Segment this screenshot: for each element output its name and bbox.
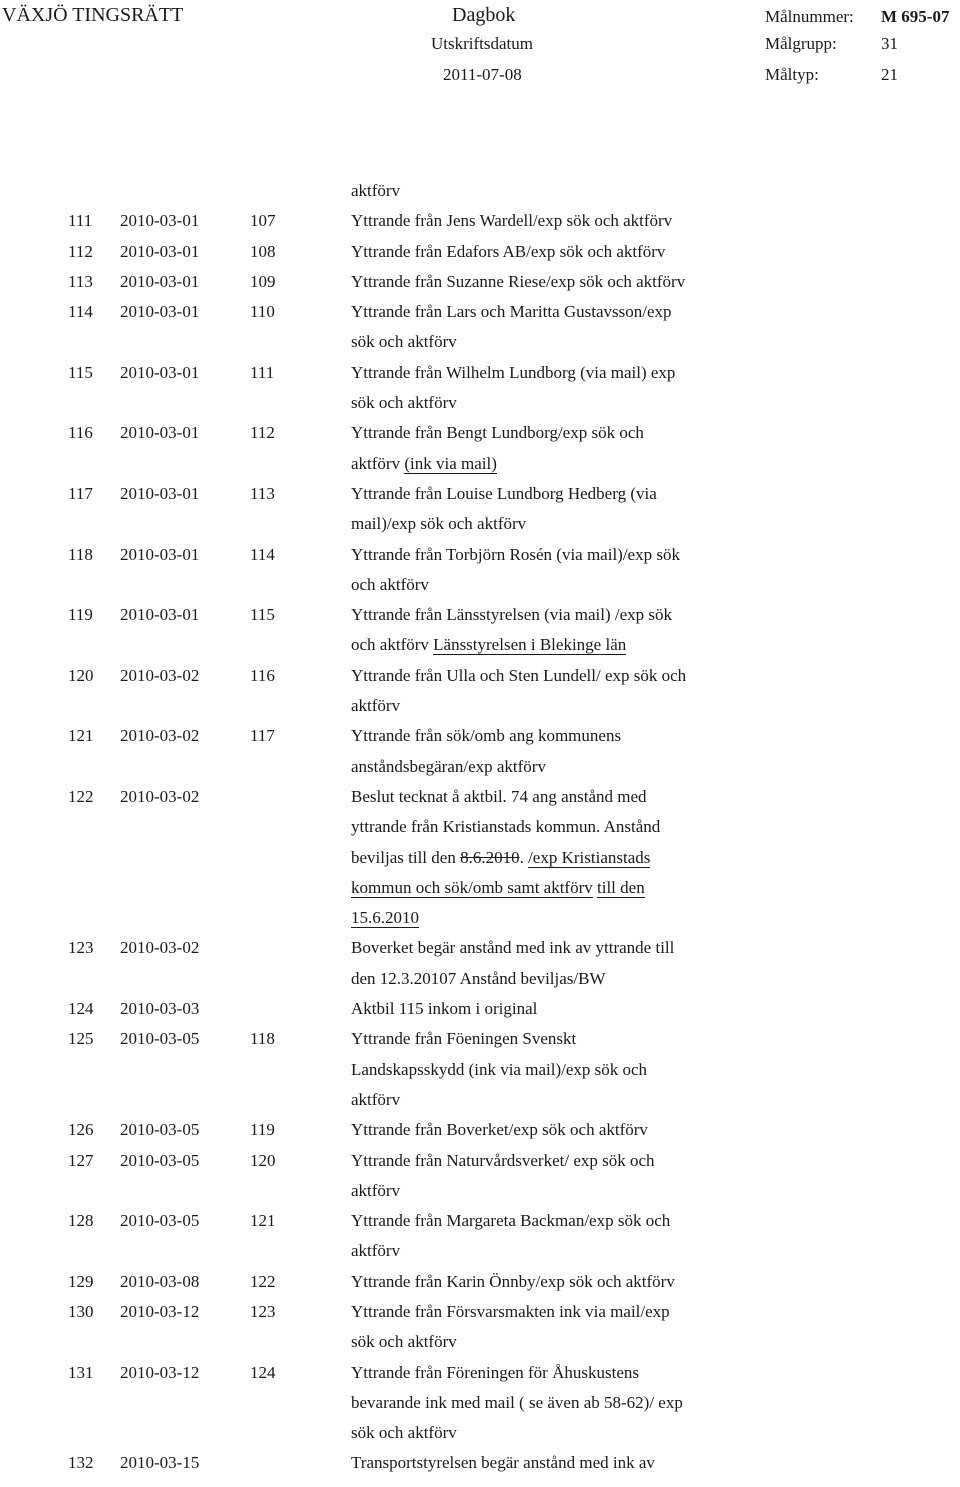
entry-number: 128 xyxy=(68,1211,94,1231)
entry-date: 2010-03-15 xyxy=(120,1453,200,1473)
text-segment: aktförv xyxy=(351,696,401,716)
entry-text-line xyxy=(351,237,731,267)
text-segment: Yttrande från Länsstyrelsen (via mail) /exp sök xyxy=(351,605,673,625)
entry-aktbil: 118 xyxy=(250,1029,275,1049)
text-segment: Beslut tecknat å aktbil. 74 ang anstånd med xyxy=(351,786,647,806)
entry-text-line xyxy=(351,843,731,873)
entry-number: 125 xyxy=(68,1029,94,1049)
journal-entry-row xyxy=(0,994,960,1024)
entry-aktbil: 120 xyxy=(250,1150,276,1170)
entry-text-line xyxy=(351,964,731,994)
struck-text: 8.6.2010 xyxy=(460,847,520,867)
journal-entry-row xyxy=(0,600,960,661)
text-segment: Boverket begär anstånd med ink av yttrande till xyxy=(351,938,675,958)
text-segment: Yttrande från Bengt Lundborg/exp sök och xyxy=(351,423,644,443)
entry-text xyxy=(351,1024,731,1115)
text-segment: och aktförv xyxy=(351,635,434,655)
entry-date: 2010-03-08 xyxy=(120,1271,200,1291)
entry-date: 2010-03-01 xyxy=(120,241,200,261)
entry-number: 124 xyxy=(68,999,94,1019)
entry-text xyxy=(351,297,731,358)
entry-number: 113 xyxy=(68,271,93,291)
entry-text xyxy=(351,933,731,994)
text-segment: sök och aktförv xyxy=(351,332,457,352)
underlined-text: Länsstyrelsen i Blekinge län xyxy=(433,635,627,655)
entry-aktbil: 124 xyxy=(250,1362,276,1382)
text-segment: Yttrande från Edafors AB/exp sök och aktförv xyxy=(351,241,666,261)
entry-number: 121 xyxy=(68,726,94,746)
underlined-text: (ink via mail) xyxy=(404,453,497,473)
entry-number: 114 xyxy=(68,302,93,322)
case-number: M 695-07 xyxy=(881,7,950,26)
text-segment: Yttrande från Suzanne Riese/exp sök och aktförv xyxy=(351,271,686,291)
entry-aktbil: 110 xyxy=(250,302,275,322)
text-segment: Yttrande från Försvarsmakten ink via mail/exp xyxy=(351,1301,670,1321)
entry-text-line xyxy=(351,873,731,903)
text-segment: mail)/exp sök och aktförv xyxy=(351,514,527,534)
entry-text-line xyxy=(351,176,731,206)
journal-entry-row xyxy=(0,358,960,419)
text-segment: Yttrande från Lars och Maritta Gustavsson/exp xyxy=(351,302,672,322)
text-segment: Yttrande från Karin Önnby/exp sök och aktförv xyxy=(351,1271,675,1291)
journal-entry-row xyxy=(0,721,960,782)
entry-text-line xyxy=(351,1297,731,1327)
entry-text xyxy=(351,358,731,419)
journal-entry-row xyxy=(0,1206,960,1267)
text-segment: Transportstyrelsen begär anstånd med ink av xyxy=(351,1453,655,1473)
entry-text xyxy=(351,721,731,782)
entry-date: 2010-03-05 xyxy=(120,1211,200,1231)
entry-date: 2010-03-01 xyxy=(120,605,200,625)
entry-date: 2010-03-02 xyxy=(120,726,200,746)
entry-date: 2010-03-05 xyxy=(120,1029,200,1049)
entry-aktbil: 112 xyxy=(250,423,275,443)
journal-entry-row xyxy=(0,1297,960,1358)
text-segment: aktförv xyxy=(351,1241,401,1261)
entry-number: 127 xyxy=(68,1150,94,1170)
case-type-label: Måltyp: xyxy=(765,65,819,84)
text-segment: sök och aktförv xyxy=(351,393,457,413)
print-date-label: Utskriftsdatum xyxy=(431,34,533,53)
text-segment: Landskapsskydd (ink via mail)/exp sök och xyxy=(351,1059,648,1079)
case-type: 21 xyxy=(881,65,898,84)
entry-text xyxy=(351,237,731,267)
text-segment: sök och aktförv xyxy=(351,1332,457,1352)
entry-text-line xyxy=(351,752,731,782)
entry-text xyxy=(351,1267,731,1297)
entry-number: 131 xyxy=(68,1362,94,1382)
entry-text-line xyxy=(351,267,731,297)
entry-text-line xyxy=(351,1388,731,1418)
text-segment: Yttrande från Jens Wardell/exp sök och aktförv xyxy=(351,211,673,231)
entry-number: 120 xyxy=(68,665,94,685)
text-segment: beviljas till den xyxy=(351,847,461,867)
entry-text-line xyxy=(351,206,731,236)
entry-aktbil xyxy=(250,782,351,933)
entry-number: 129 xyxy=(68,1271,94,1291)
entry-date: 2010-03-02 xyxy=(120,665,200,685)
text-segment: Yttrande från Naturvårdsverket/ exp sök och xyxy=(351,1150,655,1170)
entry-text xyxy=(351,479,731,540)
text-segment: Yttrande från Torbjörn Rosén (via mail)/exp sök xyxy=(351,544,680,564)
text-segment: . xyxy=(519,847,529,867)
journal-entry-row xyxy=(0,1024,960,1115)
entry-text xyxy=(351,206,731,236)
entry-text-line xyxy=(351,903,731,933)
entry-text-line xyxy=(351,1327,731,1357)
journal-entry-row xyxy=(0,782,960,933)
journal-entry-row xyxy=(0,933,960,994)
entry-aktbil xyxy=(250,994,351,1024)
entry-number xyxy=(0,176,120,206)
entry-text-line xyxy=(351,933,731,963)
entry-text xyxy=(351,661,731,722)
entry-date: 2010-03-05 xyxy=(120,1150,200,1170)
entry-text-line xyxy=(351,1024,731,1054)
journal-entry-row xyxy=(0,1358,960,1449)
entry-aktbil: 111 xyxy=(250,362,275,382)
text-segment: aktförv xyxy=(351,1180,401,1200)
entry-text-line xyxy=(351,1055,731,1085)
text-segment: aktförv xyxy=(351,453,405,473)
text-segment: Yttrande från Föreningen för Åhuskustens xyxy=(351,1362,639,1382)
entry-number: 126 xyxy=(68,1120,94,1140)
journal-entry-row xyxy=(0,267,960,297)
entry-number: 122 xyxy=(68,786,94,806)
text-segment: aktförv xyxy=(351,181,401,200)
entry-number: 118 xyxy=(68,544,93,564)
journal-entry-row xyxy=(0,479,960,540)
text-segment: den 12.3.20107 Anstånd beviljas/BW xyxy=(351,968,606,988)
journal-entries xyxy=(0,176,960,1479)
journal-entry-row xyxy=(0,418,960,479)
entry-number: 123 xyxy=(68,938,94,958)
entry-text xyxy=(351,1358,731,1449)
entry-text-line xyxy=(351,570,731,600)
entry-number: 117 xyxy=(68,483,93,503)
journal-entry-row xyxy=(0,176,960,206)
text-segment: Yttrande från Boverket/exp sök och aktförv xyxy=(351,1120,648,1140)
entry-text-line xyxy=(351,358,731,388)
print-date: 2011-07-08 xyxy=(443,65,522,84)
entry-date: 2010-03-12 xyxy=(120,1301,200,1321)
entry-date: 2010-03-02 xyxy=(120,938,200,958)
entry-aktbil: 115 xyxy=(250,605,275,625)
text-segment: aktförv xyxy=(351,1089,401,1109)
entry-aktbil: 116 xyxy=(250,665,275,685)
entry-text-line xyxy=(351,479,731,509)
text-segment: Yttrande från Ulla och Sten Lundell/ exp sök och xyxy=(351,665,687,685)
entry-aktbil xyxy=(250,933,351,994)
entry-text-line xyxy=(351,1176,731,1206)
entry-aktbil: 109 xyxy=(250,271,276,291)
entry-text-line xyxy=(351,994,731,1024)
entry-text xyxy=(351,782,731,933)
entry-number: 132 xyxy=(68,1453,94,1473)
entry-text-line xyxy=(351,449,731,479)
journal-entry-row xyxy=(0,540,960,601)
entry-number: 119 xyxy=(68,605,93,625)
journal-entry-row xyxy=(0,297,960,358)
entry-text-line xyxy=(351,1236,731,1266)
entry-number: 130 xyxy=(68,1301,94,1321)
entry-text-line xyxy=(351,1115,731,1145)
text-segment: Aktbil 115 inkom i original xyxy=(351,999,538,1019)
entry-text-line xyxy=(351,721,731,751)
text-segment: Yttrande från sök/omb ang kommunens xyxy=(351,726,622,746)
underlined-text: /exp Kristianstads xyxy=(528,847,651,867)
entry-aktbil: 117 xyxy=(250,726,275,746)
entry-text xyxy=(351,267,731,297)
entry-date: 2010-03-02 xyxy=(120,786,200,806)
text-segment: yttrande från Kristianstads kommun. Anstånd xyxy=(351,817,661,837)
entry-number: 112 xyxy=(68,241,93,261)
entry-aktbil xyxy=(250,1448,351,1478)
entry-number: 115 xyxy=(68,362,93,382)
entry-aktbil: 114 xyxy=(250,544,275,564)
entry-aktbil xyxy=(250,176,351,206)
entry-text-line xyxy=(351,812,731,842)
entry-text xyxy=(351,540,731,601)
entry-date: 2010-03-01 xyxy=(120,423,200,443)
entry-text xyxy=(351,418,731,479)
entry-text-line xyxy=(351,509,731,539)
entry-aktbil: 108 xyxy=(250,241,276,261)
text-segment: bevarande ink med mail ( se även ab 58-62)/ exp xyxy=(351,1392,683,1412)
underlined-text: 15.6.2010 xyxy=(351,908,419,928)
entry-text-line xyxy=(351,327,731,357)
entry-date: 2010-03-01 xyxy=(120,483,200,503)
entry-text-line xyxy=(351,600,731,630)
entry-text xyxy=(351,600,731,661)
entry-date: 2010-03-12 xyxy=(120,1362,200,1382)
underlined-text: till den xyxy=(597,877,645,897)
entry-aktbil: 119 xyxy=(250,1120,275,1140)
underlined-text: kommun och sök/omb samt aktförv xyxy=(351,877,593,897)
entry-text-line xyxy=(351,691,731,721)
entry-date: 2010-03-01 xyxy=(120,271,200,291)
entry-date: 2010-03-05 xyxy=(120,1120,200,1140)
text-segment: anståndsbegäran/exp aktförv xyxy=(351,756,546,776)
entry-date: 2010-03-01 xyxy=(120,302,200,322)
text-segment: Yttrande från Wilhelm Lundborg (via mail) exp xyxy=(351,362,676,382)
journal-entry-row xyxy=(0,1267,960,1297)
entry-text-line xyxy=(351,297,731,327)
entry-date: 2010-03-01 xyxy=(120,362,200,382)
journal-entry-row xyxy=(0,661,960,722)
entry-text-line xyxy=(351,1418,731,1448)
entry-aktbil: 107 xyxy=(250,211,276,231)
entry-date: 2010-03-01 xyxy=(120,544,200,564)
document-title: Dagbok xyxy=(452,4,516,26)
entry-text-line xyxy=(351,1206,731,1236)
entry-text-line xyxy=(351,1146,731,1176)
journal-entry-row xyxy=(0,237,960,267)
entry-text-line xyxy=(351,418,731,448)
entry-text xyxy=(351,994,731,1024)
entry-text-line xyxy=(351,782,731,812)
entry-text xyxy=(351,1297,731,1358)
entry-text-line xyxy=(351,1085,731,1115)
entry-text xyxy=(351,1115,731,1145)
case-group-label: Målgrupp: xyxy=(765,34,837,53)
entry-date: 2010-03-01 xyxy=(120,211,200,231)
text-segment: Yttrande från Föeningen Svenskt xyxy=(351,1029,577,1049)
text-segment: Yttrande från Margareta Backman/exp sök och xyxy=(351,1211,671,1231)
entry-text-line xyxy=(351,1358,731,1388)
entry-date: 2010-03-03 xyxy=(120,999,200,1019)
text-segment: Yttrande från Louise Lundborg Hedberg (via xyxy=(351,483,657,503)
entry-text xyxy=(351,1448,731,1478)
entry-text-line xyxy=(351,388,731,418)
journal-entry-row xyxy=(0,1115,960,1145)
entry-aktbil: 122 xyxy=(250,1271,276,1291)
case-number-label: Målnummer: xyxy=(765,7,854,26)
entry-text-line xyxy=(351,540,731,570)
journal-entry-row xyxy=(0,1146,960,1207)
entry-text xyxy=(351,1206,731,1267)
court-name: VÄXJÖ TINGSRÄTT xyxy=(2,4,184,26)
entry-text-line xyxy=(351,661,731,691)
journal-entry-row xyxy=(0,206,960,236)
entry-date xyxy=(120,176,250,206)
entry-text-line xyxy=(351,1267,731,1297)
entry-text xyxy=(351,1146,731,1207)
journal-entry-row xyxy=(0,1448,960,1478)
entry-text-line xyxy=(351,630,731,660)
entry-number: 116 xyxy=(68,423,93,443)
entry-aktbil: 113 xyxy=(250,483,275,503)
entry-aktbil: 121 xyxy=(250,1211,276,1231)
entry-aktbil: 123 xyxy=(250,1301,276,1321)
entry-text-line xyxy=(351,1448,731,1478)
case-group: 31 xyxy=(881,34,898,53)
text-segment: sök och aktförv xyxy=(351,1423,457,1443)
entry-text xyxy=(351,176,731,206)
text-segment: och aktförv xyxy=(351,574,429,594)
entry-number: 111 xyxy=(68,211,93,231)
